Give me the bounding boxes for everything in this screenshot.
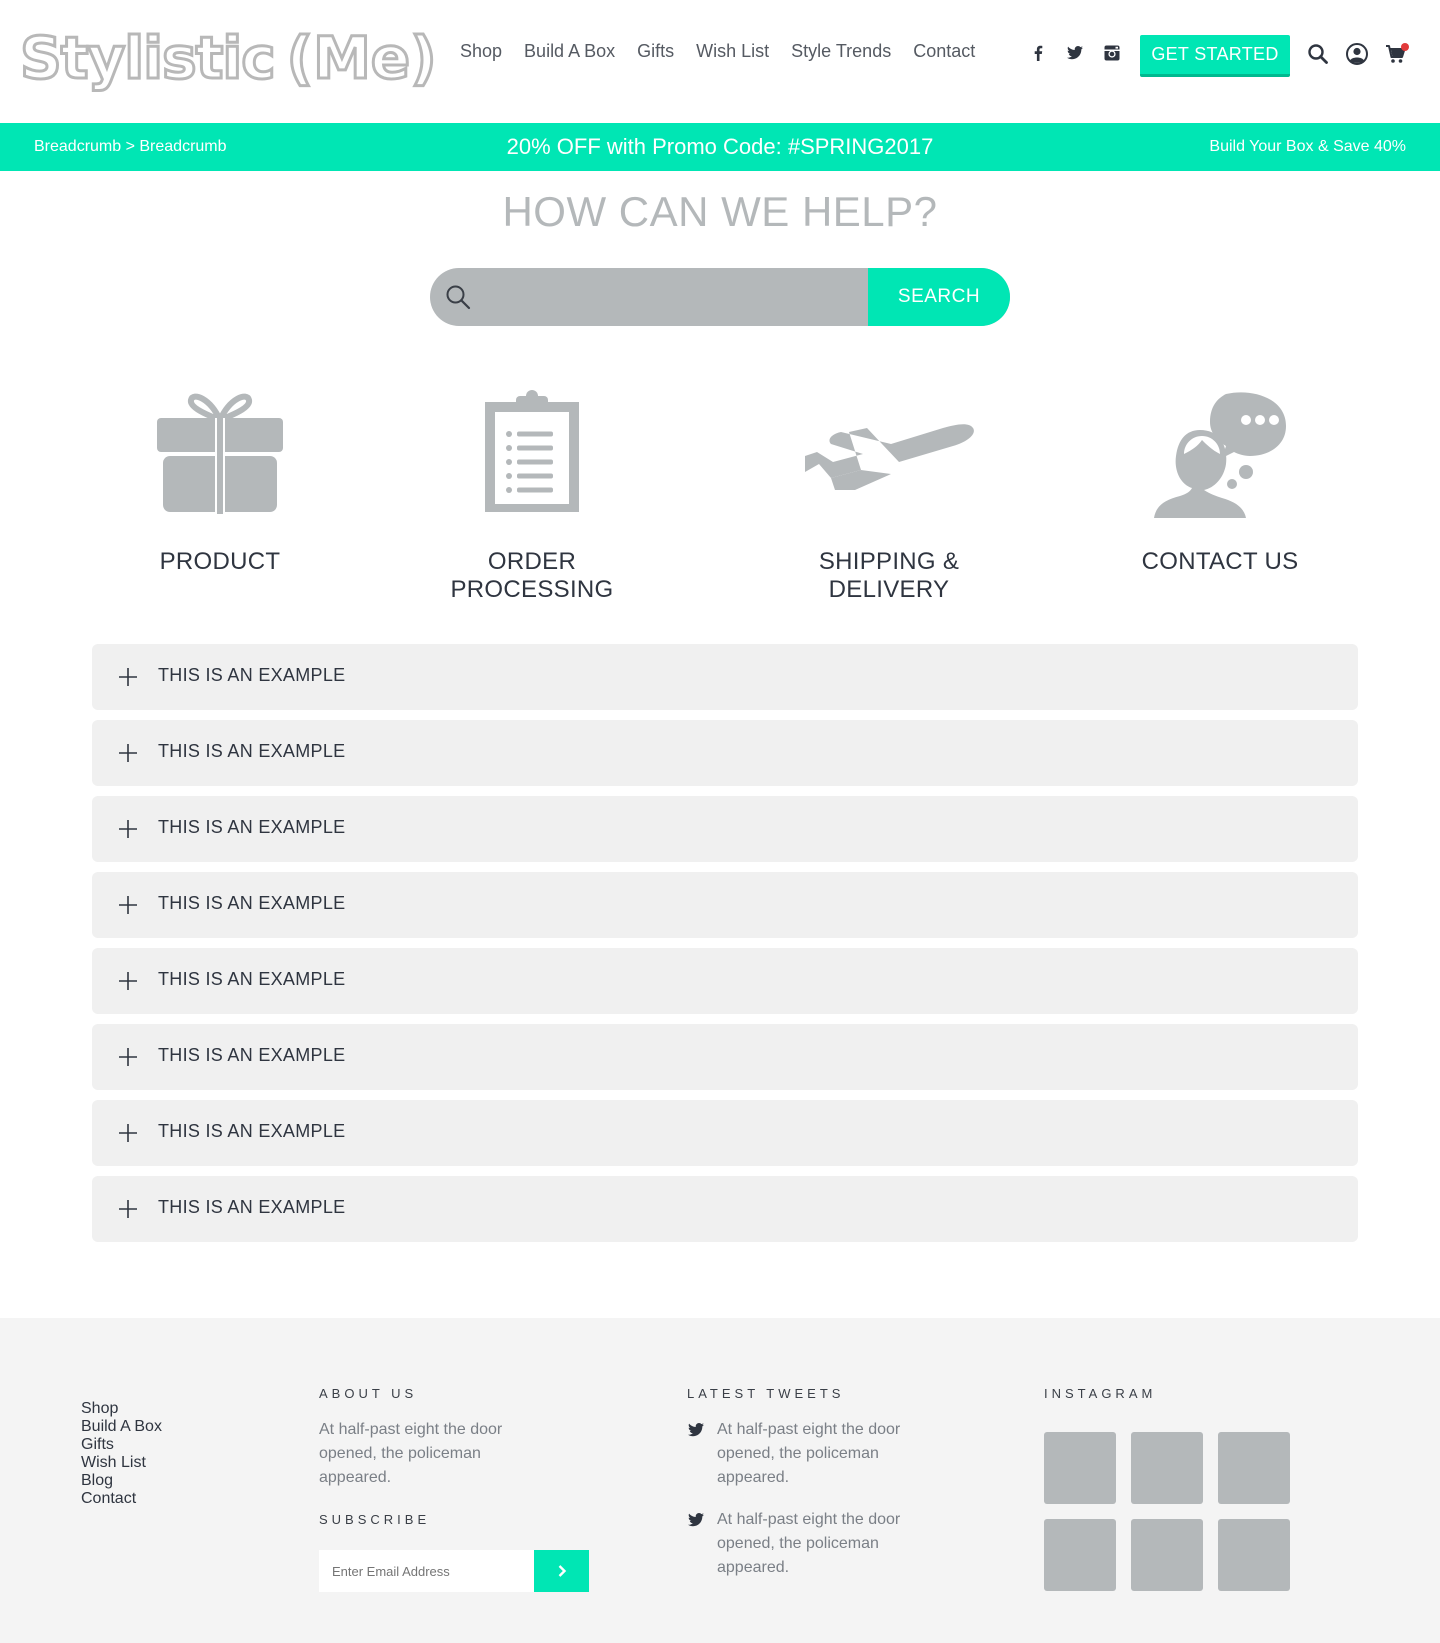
- category-order-processing[interactable]: [412, 390, 652, 603]
- faq-item[interactable]: [92, 1100, 1358, 1166]
- about-text: At half-past eight the door opened, the policeman appeared.: [319, 1421, 503, 1486]
- twitter-icon: [687, 1511, 705, 1529]
- instagram-thumbnail[interactable]: [1218, 1432, 1290, 1504]
- nav-gifts[interactable]: Gifts: [637, 41, 675, 61]
- plus-icon: [118, 895, 138, 915]
- chevron-right-icon: [555, 1564, 569, 1578]
- footer-links: [81, 1400, 162, 1508]
- plus-icon: [118, 971, 138, 991]
- cart-badge: [1401, 43, 1409, 51]
- instagram-thumbnail[interactable]: [1131, 1432, 1203, 1504]
- plus-icon: [118, 1123, 138, 1143]
- search-icon[interactable]: [1306, 42, 1330, 66]
- airplane-icon: [801, 390, 977, 514]
- category-shipping-delivery[interactable]: [758, 390, 1020, 603]
- tweets-heading: LATEST TWEETS: [687, 1386, 845, 1401]
- instagram-icon[interactable]: [1101, 42, 1123, 64]
- plus-icon: [118, 743, 138, 763]
- faq-item[interactable]: [92, 720, 1358, 786]
- nav-contact[interactable]: Contact: [913, 41, 976, 61]
- category-label: SHIPPING & DELIVERY: [818, 548, 960, 603]
- logo-wordmark: Stylistic: [20, 24, 275, 92]
- logo-me: (Me): [286, 24, 437, 92]
- help-search: [430, 268, 1010, 326]
- search-icon: [444, 283, 472, 311]
- help-search-input[interactable]: [490, 268, 890, 326]
- instagram-thumbnail[interactable]: [1131, 1519, 1203, 1591]
- footer-link-blog[interactable]: Blog: [81, 1472, 114, 1489]
- faq-question: THIS IS AN EXAMPLE: [158, 893, 346, 913]
- site-footer: [0, 1318, 1440, 1643]
- plus-icon: [118, 819, 138, 839]
- about-heading: ABOUT US: [319, 1386, 418, 1401]
- chat-person-icon: [1150, 390, 1290, 518]
- nav-build-a-box[interactable]: Build A Box: [524, 41, 616, 61]
- twitter-icon: [687, 1421, 705, 1439]
- plus-icon: [118, 1199, 138, 1219]
- instagram-heading: INSTAGRAM: [1044, 1386, 1157, 1401]
- faq-question: THIS IS AN EXAMPLE: [158, 665, 346, 685]
- breadcrumb[interactable]: Breadcrumb > Breadcrumb: [34, 138, 227, 155]
- facebook-icon[interactable]: [1027, 42, 1049, 64]
- gift-icon: [155, 390, 285, 514]
- faq-question: THIS IS AN EXAMPLE: [158, 817, 346, 837]
- category-product[interactable]: [120, 390, 320, 590]
- category-label: ORDER PROCESSING: [450, 548, 614, 603]
- plus-icon: [118, 667, 138, 687]
- category-contact-us[interactable]: [1120, 390, 1320, 590]
- faq-item[interactable]: [92, 796, 1358, 862]
- subscribe-heading: SUBSCRIBE: [319, 1512, 431, 1527]
- get-started-button[interactable]: GET STARTED: [1140, 35, 1290, 77]
- instagram-thumbnail[interactable]: [1044, 1432, 1116, 1504]
- twitter-icon[interactable]: [1064, 42, 1086, 64]
- footer-link-contact[interactable]: Contact: [81, 1490, 137, 1507]
- nav-wish-list[interactable]: Wish List: [696, 41, 770, 61]
- faq-question: THIS IS AN EXAMPLE: [158, 741, 346, 761]
- faq-question: THIS IS AN EXAMPLE: [158, 1121, 346, 1141]
- nav-style-trends[interactable]: Style Trends: [791, 41, 892, 61]
- main-nav: [460, 38, 997, 64]
- faq-item[interactable]: [92, 644, 1358, 710]
- promo-right-link[interactable]: Build Your Box & Save 40%: [1209, 138, 1406, 155]
- plus-icon: [118, 1047, 138, 1067]
- category-label: PRODUCT: [159, 548, 281, 575]
- category-label: CONTACT US: [1141, 548, 1299, 575]
- footer-link-wish-list[interactable]: Wish List: [81, 1454, 146, 1471]
- faq-question: THIS IS AN EXAMPLE: [158, 969, 346, 989]
- clipboard-icon: [482, 390, 582, 514]
- email-field[interactable]: [319, 1550, 535, 1592]
- footer-link-build-a-box[interactable]: Build A Box: [81, 1418, 162, 1435]
- footer-link-gifts[interactable]: Gifts: [81, 1436, 114, 1453]
- faq-item[interactable]: [92, 1024, 1358, 1090]
- instagram-thumbnail[interactable]: [1218, 1519, 1290, 1591]
- faq-item[interactable]: [92, 872, 1358, 938]
- promo-message: 20% OFF with Promo Code: #SPRING2017: [506, 134, 934, 159]
- tweet-text: At half-past eight the door opened, the policeman appeared.: [717, 1421, 901, 1486]
- faq-question: THIS IS AN EXAMPLE: [158, 1045, 346, 1065]
- logo[interactable]: [20, 8, 437, 108]
- promo-bar: [0, 123, 1440, 171]
- faq-item[interactable]: [92, 948, 1358, 1014]
- account-icon[interactable]: [1345, 42, 1369, 66]
- tweet-text: At half-past eight the door opened, the policeman appeared.: [717, 1511, 901, 1576]
- search-button[interactable]: SEARCH: [868, 268, 1010, 326]
- faq-question: THIS IS AN EXAMPLE: [158, 1197, 346, 1217]
- subscribe-button[interactable]: [534, 1550, 589, 1592]
- instagram-thumbnail[interactable]: [1044, 1519, 1116, 1591]
- faq-item[interactable]: [92, 1176, 1358, 1242]
- footer-link-shop[interactable]: Shop: [81, 1400, 119, 1417]
- nav-shop[interactable]: Shop: [460, 41, 503, 61]
- page-title: HOW CAN WE HELP?: [502, 188, 938, 235]
- site-header: [0, 0, 1440, 123]
